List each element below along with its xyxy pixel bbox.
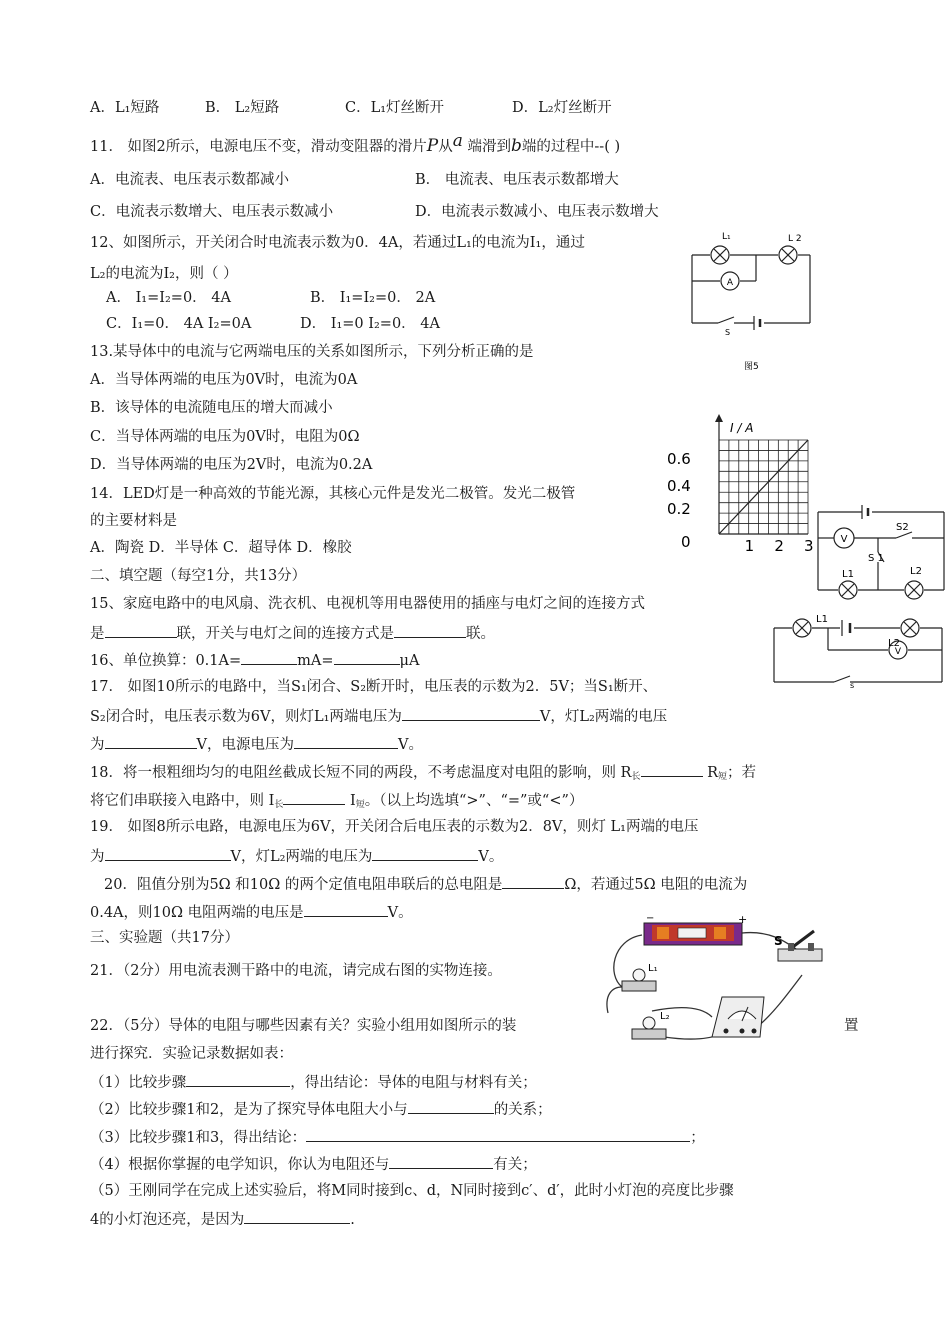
q13-stem: 13.某导体中的电流与它两端电压的关系如图所示，下列分析正确的是 [90,344,534,360]
fig19-label-l2: L2 [888,638,900,649]
section-3-title: 三、实验题（共17分） [90,930,239,946]
q22-step-3-text-b: ； [690,1130,705,1146]
q18-text-c: ；若 [727,765,757,781]
q16-blank-1[interactable] [241,649,297,665]
q11-option-d: D．电流表示数减小、电压表示数增大 [415,204,659,220]
q17-circuit-diagram [812,500,950,608]
q22-step-1 [90,1071,537,1093]
q15-text-a: 是 [90,626,105,642]
q17-blank-1[interactable] [402,705,540,721]
q22-step-2-text-b: 的关系； [493,1102,552,1118]
q11-option-a: A．电流表、电压表示数都减小 [90,172,289,188]
q19-blank-2[interactable] [372,845,478,861]
q11-option-b: B． 电流表、电压表示数都增大 [415,172,619,188]
q22-step-1-text-b: ，得出结论：导体的电阻与材料有关； [290,1075,537,1091]
q18-blank-2[interactable] [283,789,345,805]
section-2-title: 二、填空题（每空1分，共13分） [90,568,307,584]
battery-box-icon [644,923,742,945]
q12-stem-line-1: 12、如图所示，开关闭合时电流表示数为0．4A，若通过L₁的电流为I₁，通过 [90,235,585,251]
q15-blank-2[interactable] [394,622,466,638]
q17-text-a: S₂闭合时，电压表示数为6V，则灯L₁两端电压为 [90,709,402,725]
q22-step-4-text-b: 有关； [493,1157,537,1173]
q16-blank-2[interactable] [334,649,400,665]
q14-stem-line-1: 14．LED灯是一种高效的节能光源，其核心元件是发光二极管。发光二极管 [90,486,576,502]
fig5-label-switch: S [725,328,731,337]
q18-text-d: 将它们串联接入电路中，则 I [90,793,275,809]
q15-blank-1[interactable] [105,622,177,638]
q17-line-1: 17． 如图10所示的电路中，当S₁闭合、S₂断开时，电压表的示数为2．5V；当S₁断开、 [90,679,658,695]
q22-step-4 [90,1153,537,1175]
fig17-label-l2: L2 [910,566,922,577]
q18-sub-long-2: 长 [274,800,284,810]
q19-text-a: 为 [90,849,105,865]
q20-text-a: 20．阻值分别为5Ω 和10Ω 的两个定值电阻串联后的总电阻是 [104,877,503,893]
fig17-label-v: V [840,534,848,545]
y-tick-label: 0.2 [667,500,691,518]
q22-line-1b: 置 [844,1018,859,1034]
q12-option-d: D． I₁=0 I₂=0． 4A [300,316,440,332]
fig21-label-l2: L₂ [660,1011,670,1022]
fig17-label-s2: S2 [896,522,909,533]
fig21-label-l1: L₁ [648,963,658,974]
q13-option-a: A．当导体两端的电压为0V时，电流为0A [90,372,358,388]
q18-line-2 [90,789,583,815]
q10-option-d: D．L₂灯丝断开 [512,100,612,116]
q20-blank-1[interactable] [502,873,564,889]
fig21-label-s: S [774,934,783,948]
q11-var-p: P [426,136,439,156]
q17-line-2 [90,705,667,727]
q17-text-c: 为 [90,737,105,753]
q19-text-b: V，灯L₂两端的电压为 [230,849,373,865]
q22-blank-4[interactable] [389,1153,493,1169]
q10-option-b: B． L₂短路 [205,100,280,116]
q20-blank-2[interactable] [304,901,388,917]
x-tick-label: 3 [804,537,814,555]
y-axis-arrow-icon [715,414,723,422]
fig17-label-s1: S 1 [868,553,884,564]
q12-circuit-diagram [680,225,830,375]
q19-blank-1[interactable] [105,845,231,861]
lamp-l2-icon [779,246,797,264]
q11-stem [90,131,621,157]
q22-blank-3[interactable] [306,1126,690,1142]
q19-circuit-diagram [768,608,948,690]
q14-stem-line-2: 的主要材料是 [90,513,177,529]
lamp-l1-icon [793,619,811,637]
lamp-l1-icon [839,581,857,599]
lamp-l1-icon [711,246,729,264]
q11-stem-text-2: 从 [438,139,453,155]
q19-text-c: V。 [478,849,504,865]
q20-text-c: 0.4A，则10Ω 电阻两端的电压是 [90,905,304,921]
origin-tick-label: 0 [681,533,691,551]
q21-text: 21．（2分）用电流表测干路中的电流，请完成右图的实物连接。 [90,963,502,979]
q18-text-e: I [349,793,356,809]
q16-text-c: μA [399,653,420,669]
q11-var-b: b [511,136,522,156]
q18-text-b: R [707,765,719,781]
q17-line-3 [90,733,423,755]
q22-step-5-text-b: 4的小灯泡还亮，是因为 [90,1212,245,1228]
fig19-label-l1: L1 [816,614,828,625]
q22-step-5-text-c: . [350,1212,355,1228]
fig5-label-l2: L 2 [788,234,802,244]
q17-blank-3[interactable] [294,733,398,749]
q18-line-1 [90,761,756,787]
q16-text-b: mA= [297,653,334,669]
q22-step-5-line-1: （5）王刚同学在完成上述实验后，将M同时接到c、d，N同时接到c′、d′，此时小灯泡的亮度比步骤 [90,1183,734,1199]
fig5-caption: 图5 [744,362,759,372]
q18-sub-long: 长 [631,772,641,782]
q15-line-1: 15、家庭电路中的电风扇、洗衣机、电视机等用电器使用的插座与电灯之间的连接方式 [90,596,645,612]
x-tick-label: 2 [774,537,784,555]
fig5-label-ammeter: A [726,278,734,288]
q15-line-2 [90,622,495,644]
q22-step-1-text-a: （1）比较步骤 [90,1075,187,1091]
q18-text-f: 。（以上均选填“>”、“=”或“<”） [364,793,584,809]
q15-text-c: 联。 [466,626,495,642]
q22-step-2 [90,1098,552,1120]
y-tick-label: 0.6 [667,450,691,468]
q21-apparatus-figure [602,915,832,1045]
q19-line-2 [90,845,503,867]
lamp-l2-icon [901,619,919,637]
fig5-label-l1: L₁ [722,232,731,242]
q22-step-5-line-2 [90,1208,355,1230]
fig17-label-l1: L1 [842,569,854,580]
q17-blank-2[interactable] [105,733,197,749]
fig19-label-s: s [850,681,855,690]
q22-line-1a: 22．（5分）导体的电阻与哪些因素有关？实验小组用如图所示的装 [90,1018,517,1034]
q20-text-d: V。 [387,905,413,921]
q22-blank-5[interactable] [244,1208,350,1224]
q14-options: A．陶瓷 D．半导体 C．超导体 D．橡胶 [90,540,352,556]
q18-text-a: 18．将一根粗细均匀的电阻丝截成长短不同的两段，不考虑温度对电阻的影响，则 R [90,765,632,781]
x-tick-label: 1 [744,537,755,555]
q20-line-1 [104,873,747,895]
current-voltage-graph [650,410,820,560]
y-axis-label: I / A [730,421,754,435]
q18-sub-short-2: 短 [355,800,365,810]
q11-option-c: C．电流表示数增大、电压表示数减小 [90,204,334,220]
q22-blank-1[interactable] [186,1071,290,1087]
fig19-label-v: V [894,647,902,657]
q19-line-1: 19． 如图8所示电路，电源电压为6V，开关闭合后电压表的示数为2．8V，则灯 L₁两端的电压 [90,819,699,835]
switch-icon [778,931,822,961]
lamp-l2-icon [905,581,923,599]
q17-text-e: V。 [397,737,423,753]
series-line [719,440,808,534]
q20-line-2 [90,901,413,923]
q12-option-c: C．I₁=0． 4A I₂=0A [106,316,252,332]
q15-text-b: 联，开关与电灯之间的连接方式是 [176,626,394,642]
y-tick-label: 0.4 [667,477,691,495]
q20-text-b: Ω，若通过5Ω 电阻的电流为 [564,877,748,893]
q11-stem-text-3: 端滑到 [462,139,511,155]
q10-option-c: C．L₁灯丝断开 [345,100,445,116]
q17-text-b: V，灯L₂两端的电压 [539,709,668,725]
q11-var-a: a [452,131,463,151]
q17-text-d: V，电源电压为 [196,737,294,753]
q22-step-3 [90,1126,705,1148]
q18-sub-short: 短 [718,772,728,782]
q16-text-a: 16、单位换算：0.1A= [90,653,242,669]
q22-blank-2[interactable] [408,1098,494,1114]
fig21-label-plus: + [738,913,748,926]
q13-option-d: D．当导体两端的电压为2V时，电流为0.2A [90,457,373,473]
q22-step-4-text-a: （4）根据你掌握的电学知识，你认为电阻还与 [90,1157,390,1173]
q12-option-a: A． I₁=I₂=0． 4A [106,290,231,306]
q12-stem-line-2: L₂的电流为I₂，则（ ） [90,266,238,282]
q13-option-b: B．该导体的电流随电压的增大而减小 [90,400,333,416]
q11-stem-text-4: 端的过程中--( ) [521,139,621,155]
q18-blank-1[interactable] [641,761,703,777]
q22-step-3-text-a: （3）比较步骤1和3，得出结论： [90,1130,307,1146]
q22-line-2: 进行探究．实验记录数据如表： [90,1046,293,1062]
q22-step-2-text-a: （2）比较步骤1和2，是为了探究导体电阻大小与 [90,1102,408,1118]
q13-option-c: C．当导体两端的电压为0V时，电阻为0Ω [90,429,360,445]
q12-option-b: B． I₁=I₂=0． 2A [310,290,436,306]
q11-stem-text-1: 11． 如图2所示，电源电压不变，滑动变阻器的滑片 [90,139,427,155]
q10-option-a: A．L₁短路 [90,100,160,116]
q16-line [90,649,419,671]
ammeter-icon [712,997,764,1037]
fig21-label-minus: − [646,913,655,924]
